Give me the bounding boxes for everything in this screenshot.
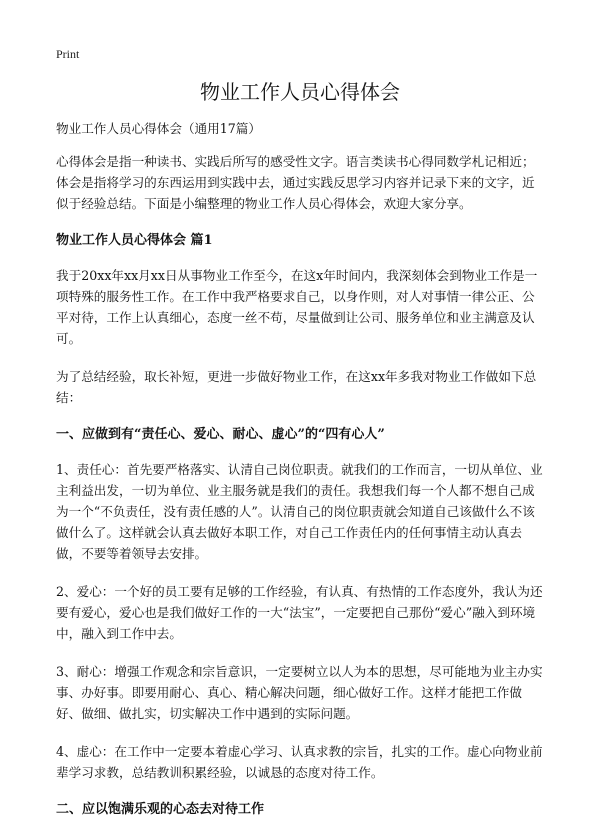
page-title: 物业工作人员心得体会	[200, 80, 400, 104]
item-patience: 3、耐心：增强工作观念和宗旨意识，一定要树立以人为本的思想，尽可能地为业主办实事、办好事。即要用耐心、真心、精心解决问题，细心做好工作。这样才能把工作做好、做细、做扎实，切实解决工作中遇到的实际问题。	[56, 664, 543, 721]
print-label: Print	[56, 47, 80, 61]
intro-paragraph: 心得体会是指一种读书、实践后所写的感受性文字。语言类读书心得同数学札记相近；体会是指将学习的东西运用到实践中去，通过实践反思学习内容并记录下来的文字，近似于经验总结。下面是小编整理的物业工作人员心得体会，欢迎大家分享。	[56, 154, 535, 211]
item-love: 2、爱心：一个好的员工要有足够的工作经验，有认真、有热情的工作态度外，我认为还要有爱心，爱心也是我们做好工作的一大“法宝”，一定要把自己那份“爱心”融入到环境中，融入到工作中去。	[56, 584, 543, 641]
heading-attitude: 二、应以饱满乐观的心态去对待工作	[56, 802, 265, 817]
section-heading-1: 物业工作人员心得体会 篇1	[56, 233, 213, 248]
item-responsibility: 1、责任心：首先要严格落实、认清自己岗位职责。就我们的工作而言，一切从单位、业主利益出发，一切为单位、业主服务就是我们的责任。我想我们每一个人都不想自己成为一个“不负责任，没有责任感的人”。认清自己的岗位职责就会知道自己该做什么不该做什么了。这样就会认真去做好本职工作，对自己工作责任内的任何事情主动认真去做，不要等着领导去安排。	[56, 462, 543, 561]
paragraph-1: 我于20xx年xx月xx日从事物业工作至今，在这x年时间内，我深刻体会到物业工作是一项特殊的服务性工作。在工作中我严格要求自己，以身作则，对人对事情一律公正、公平对待，工作上认真细心，态度一丝不苟，尽量做到让公司、服务单位和业主满意及认可。	[56, 268, 538, 346]
paragraph-2: 为了总结经验，取长补短，更进一步做好物业工作，在这xx年多我对物业工作做如下总结：	[56, 369, 537, 405]
heading-four-hearts: 一、应做到有“责任心、爱心、耐心、虚心”的“四有心人”	[56, 427, 385, 442]
item-modesty: 4、虚心：在工作中一定要本着虚心学习、认真求教的宗旨，扎实的工作。虚心向物业前辈学习求教，总结教训积累经验，以诚恳的态度对待工作。	[56, 744, 543, 780]
document-subtitle: 物业工作人员心得体会（通用17篇）	[56, 121, 261, 136]
document-body	[56, 118, 546, 828]
